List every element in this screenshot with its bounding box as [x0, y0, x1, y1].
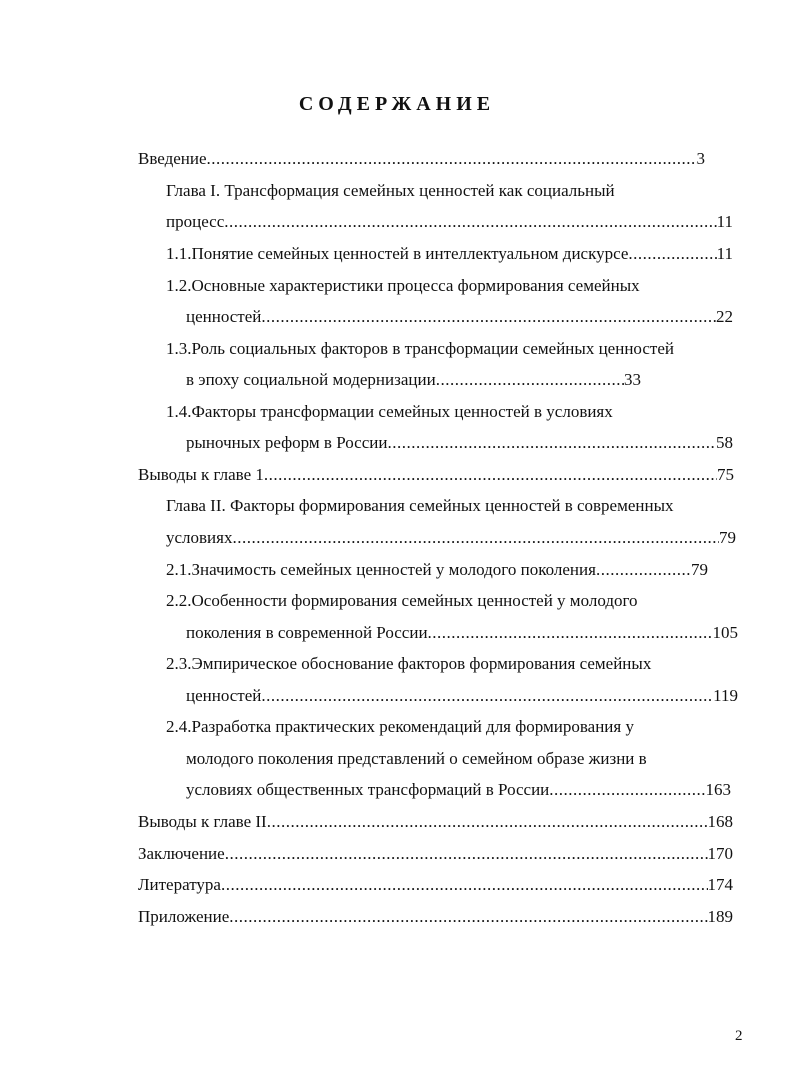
toc-entry-appendix — [138, 906, 733, 928]
toc-page-number: 189 — [707, 907, 733, 926]
toc-page-number: 163 — [705, 780, 731, 799]
toc-entry-conclusion — [138, 843, 733, 865]
toc-entry — [186, 432, 733, 454]
toc-entry-text: процесс — [166, 212, 225, 231]
toc-page-number: 79 — [719, 528, 736, 547]
toc-entry — [166, 527, 736, 549]
toc-page-number: 3 — [696, 149, 705, 168]
toc-entry — [186, 306, 733, 328]
toc-page-number: 168 — [707, 812, 733, 831]
toc-entry-text: ценностей — [186, 686, 262, 705]
toc-chapter-heading — [166, 495, 674, 517]
toc-entry — [186, 748, 647, 770]
toc-leader-dots — [387, 432, 716, 454]
toc-entry — [166, 243, 733, 265]
toc-entry — [186, 622, 738, 644]
toc-entry-introduction — [138, 148, 705, 170]
toc-page-number: 11 — [716, 212, 733, 231]
toc-entry — [186, 779, 731, 801]
toc-page-number: 105 — [712, 623, 738, 642]
toc-entry-text: 1.3.Роль социальных факторов в трансформации семейных ценностей — [166, 339, 674, 358]
toc-leader-dots — [264, 464, 717, 486]
toc-leader-dots — [428, 622, 713, 644]
toc-leader-dots — [221, 874, 708, 896]
toc-leader-dots — [225, 843, 708, 865]
toc-entry-text: ценностей — [186, 307, 262, 326]
toc-entry-text: рыночных реформ в России — [186, 433, 388, 452]
toc-chapter-heading — [166, 180, 615, 202]
toc-entry-text: Приложение — [138, 907, 230, 926]
toc-leader-dots — [596, 559, 691, 581]
toc-leader-dots — [232, 527, 719, 549]
toc-page-number: 75 — [717, 465, 734, 484]
toc-leader-dots — [549, 779, 705, 801]
toc-entry-conclusions-ch2 — [138, 811, 733, 833]
document-title: СОДЕРЖАНИЕ — [298, 93, 496, 115]
toc-leader-dots — [261, 685, 713, 707]
toc-entry — [166, 338, 674, 360]
toc-entry — [186, 369, 641, 391]
toc-page-number: 22 — [716, 307, 733, 326]
toc-entry-text: Глава I. Трансформация семейных ценностей как социальный — [166, 181, 615, 200]
toc-leader-dots — [207, 148, 697, 170]
toc-entry-text: Заключение — [138, 844, 225, 863]
toc-entry-text: Выводы к главе II — [138, 812, 267, 831]
toc-entry-text: 2.2.Особенности формирования семейных ценностей у молодого — [166, 591, 638, 610]
toc-entry — [166, 275, 640, 297]
toc-entry-text: Выводы к главе 1 — [138, 465, 264, 484]
page-number: 2 — [735, 1028, 743, 1044]
toc-leader-dots — [229, 906, 707, 928]
toc-entry — [166, 590, 638, 612]
toc-entry-text: 1.1.Понятие семейных ценностей в интеллектуальном дискурсе — [166, 244, 629, 263]
toc-entry — [166, 653, 651, 675]
toc-leader-dots — [261, 306, 716, 328]
toc-leader-dots — [628, 243, 716, 265]
toc-leader-dots — [436, 369, 624, 391]
toc-entry-literature — [138, 874, 733, 896]
toc-page-number: 11 — [716, 244, 733, 263]
toc-page-number: 174 — [707, 875, 733, 894]
toc-entry — [186, 685, 738, 707]
toc-entry-text: поколения в современной России — [186, 623, 428, 642]
toc-leader-dots — [267, 811, 708, 833]
toc-entry-text: молодого поколения представлений о семейном образе жизни в — [186, 749, 647, 768]
toc-entry-text: 2.3.Эмпирическое обоснование факторов формирования семейных — [166, 654, 652, 673]
toc-entry-text: условиях общественных трансформаций в России — [186, 780, 550, 799]
toc-page-number: 170 — [707, 844, 733, 863]
toc-page-number: 79 — [691, 560, 708, 579]
toc-entry-text: Литература — [138, 875, 221, 894]
toc-entry-text: в эпоху социальной модернизации — [186, 370, 436, 389]
toc-leader-dots — [224, 211, 716, 233]
toc-page-number: 119 — [713, 686, 738, 705]
toc-entry-text: 1.2.Основные характеристики процесса формирования семейных — [166, 276, 640, 295]
toc-entry-text: 1.4.Факторы трансформации семейных ценностей в условиях — [166, 402, 613, 421]
toc-entry — [166, 211, 733, 233]
toc-entry-text: 2.4.Разработка практических рекомендаций для формирования у — [166, 717, 634, 736]
toc-page-number: 33 — [624, 370, 641, 389]
toc-entry-text: Глава II. Факторы формирования семейных ценностей в современных — [166, 496, 674, 515]
toc-entry-text: 2.1.Значимость семейных ценностей у молодого поколения — [166, 560, 596, 579]
toc-entry-text: Введение — [138, 149, 207, 168]
toc-entry — [166, 716, 634, 738]
toc-entry-conclusions-ch1 — [138, 464, 734, 486]
toc-entry — [166, 401, 613, 423]
toc-page-number: 58 — [716, 433, 733, 452]
toc-entry — [166, 559, 708, 581]
toc-entry-text: условиях — [166, 528, 233, 547]
